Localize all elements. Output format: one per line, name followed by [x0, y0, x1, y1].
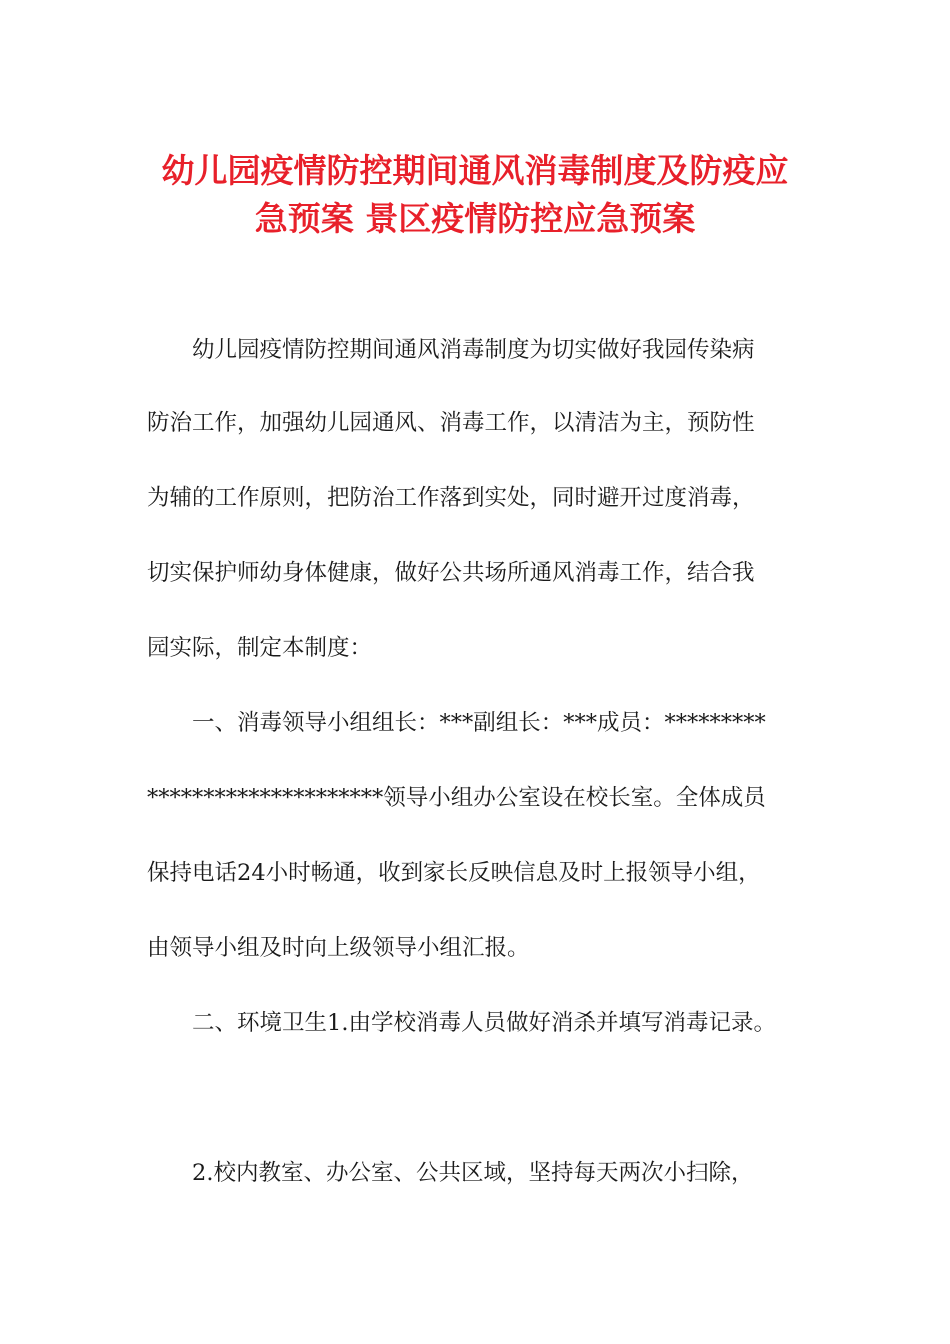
paragraph-1-line-2: 防治工作，加强幼儿园通风、消毒工作，以清洁为主，预防性 — [147, 410, 755, 436]
paragraph-2-line-1: 一、消毒领导小组组长：***副组长：***成员：********* — [192, 710, 766, 736]
paragraph-1-line-4: 切实保护师幼身体健康，做好公共场所通风消毒工作，结合我 — [147, 560, 755, 586]
paragraph-1-line-3: 为辅的工作原则，把防治工作落到实处，同时避开过度消毒， — [147, 485, 755, 511]
paragraph-2-line-2: *********************领导小组办公室设在校长室。全体成员 — [147, 785, 766, 811]
paragraph-2-line-3: 保持电话24小时畅通，收到家长反映信息及时上报领导小组， — [147, 860, 761, 886]
paragraph-4-line-1: 2.校内教室、办公室、公共区域，坚持每天两次小扫除， — [192, 1160, 754, 1186]
paragraph-3-line-1: 二、环境卫生1.由学校消毒人员做好消杀并填写消毒记录。 — [192, 1010, 776, 1036]
paragraph-1-line-5: 园实际，制定本制度： — [147, 635, 373, 661]
document-title-line-1: 幼儿园疫情防控期间通风消毒制度及防疫应 — [161, 151, 789, 190]
paragraph-2-line-4: 由领导小组及时向上级领导小组汇报。 — [147, 935, 530, 961]
paragraph-1-line-1: 幼儿园疫情防控期间通风消毒制度为切实做好我园传染病 — [192, 337, 755, 363]
document-title-line-2: 急预案 景区疫情防控应急预案 — [254, 199, 696, 238]
